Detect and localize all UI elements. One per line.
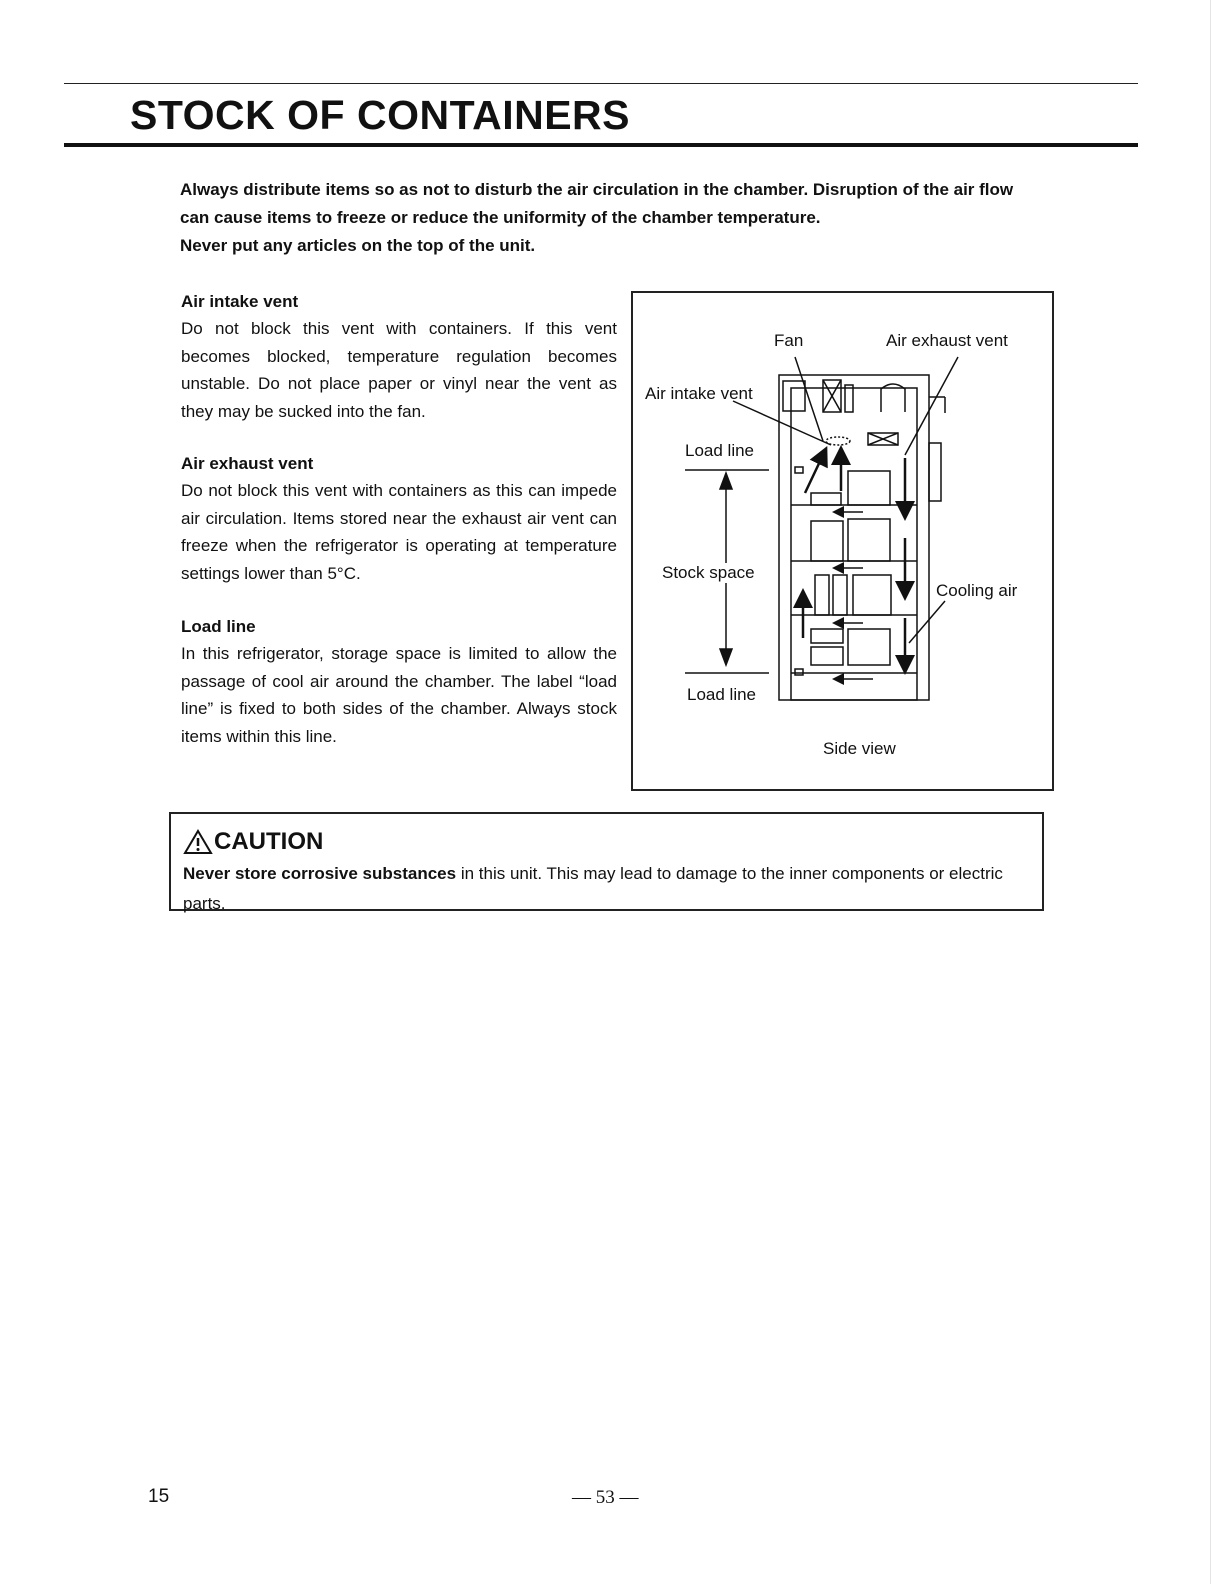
page-number: 15 [148, 1486, 170, 1507]
section-air-intake-vent [181, 288, 617, 425]
scan-margin-line [1210, 0, 1211, 1584]
label-stock-space: Stock space [662, 563, 755, 582]
caution-box [169, 812, 1044, 911]
intro-line-1: Always distribute items so as not to disturb the air circulation in the chamber. Disruption of the air flow can cause items to freeze or reduce the uniformity of the chamber temperature. [180, 180, 1014, 227]
label-cooling-air: Cooling air [936, 581, 1018, 600]
caution-body-text: in this unit. This may lead to damage to the inner components or electric parts. [183, 864, 1003, 913]
label-fan: Fan [774, 331, 804, 350]
section-load-line [181, 613, 617, 750]
caution-title: CAUTION [214, 828, 324, 855]
caution-bold-text: Never store corrosive substances [183, 864, 457, 883]
label-air-exhaust-vent: Air exhaust vent [886, 331, 1008, 350]
caution-text [183, 859, 1033, 919]
label-load-line-top: Load line [685, 441, 755, 460]
refrigerator-illustration [633, 293, 1056, 793]
header-rule-top [64, 83, 1138, 84]
section-heading: Air exhaust vent [181, 454, 314, 473]
section-air-exhaust-vent [181, 450, 617, 587]
document-page-number: — 53 — [572, 1487, 639, 1508]
header-rule-bottom [64, 143, 1138, 147]
label-load-line-bottom: Load line [687, 685, 757, 704]
caution-heading [183, 828, 323, 856]
warning-triangle-icon [183, 829, 213, 855]
label-side-view: Side view [823, 739, 896, 758]
section-heading: Load line [181, 617, 256, 636]
side-view-diagram [631, 291, 1054, 791]
intro-paragraph [180, 176, 1040, 260]
label-air-intake-vent: Air intake vent [645, 384, 753, 403]
section-body: Do not block this vent with containers as this can impede air circulation. Items stored near the exhaust air vent can freeze when the refrigerator is operating at temperature settings lower than 5°C. [181, 481, 617, 583]
page-title: STOCK OF CONTAINERS [130, 92, 630, 138]
intro-line-2: Never put any articles on the top of the unit. [180, 236, 536, 255]
section-body: Do not block this vent with containers. If this vent becomes blocked, temperature regulation becomes unstable. Do not place paper or vinyl near the vent as they may be sucked into the fan. [181, 319, 617, 421]
section-body: In this refrigerator, storage space is limited to allow the passage of cool air around the chamber. The label “load line” is fixed to both sides of the chamber. Always stock items within this line. [181, 644, 617, 746]
section-heading: Air intake vent [181, 292, 299, 311]
